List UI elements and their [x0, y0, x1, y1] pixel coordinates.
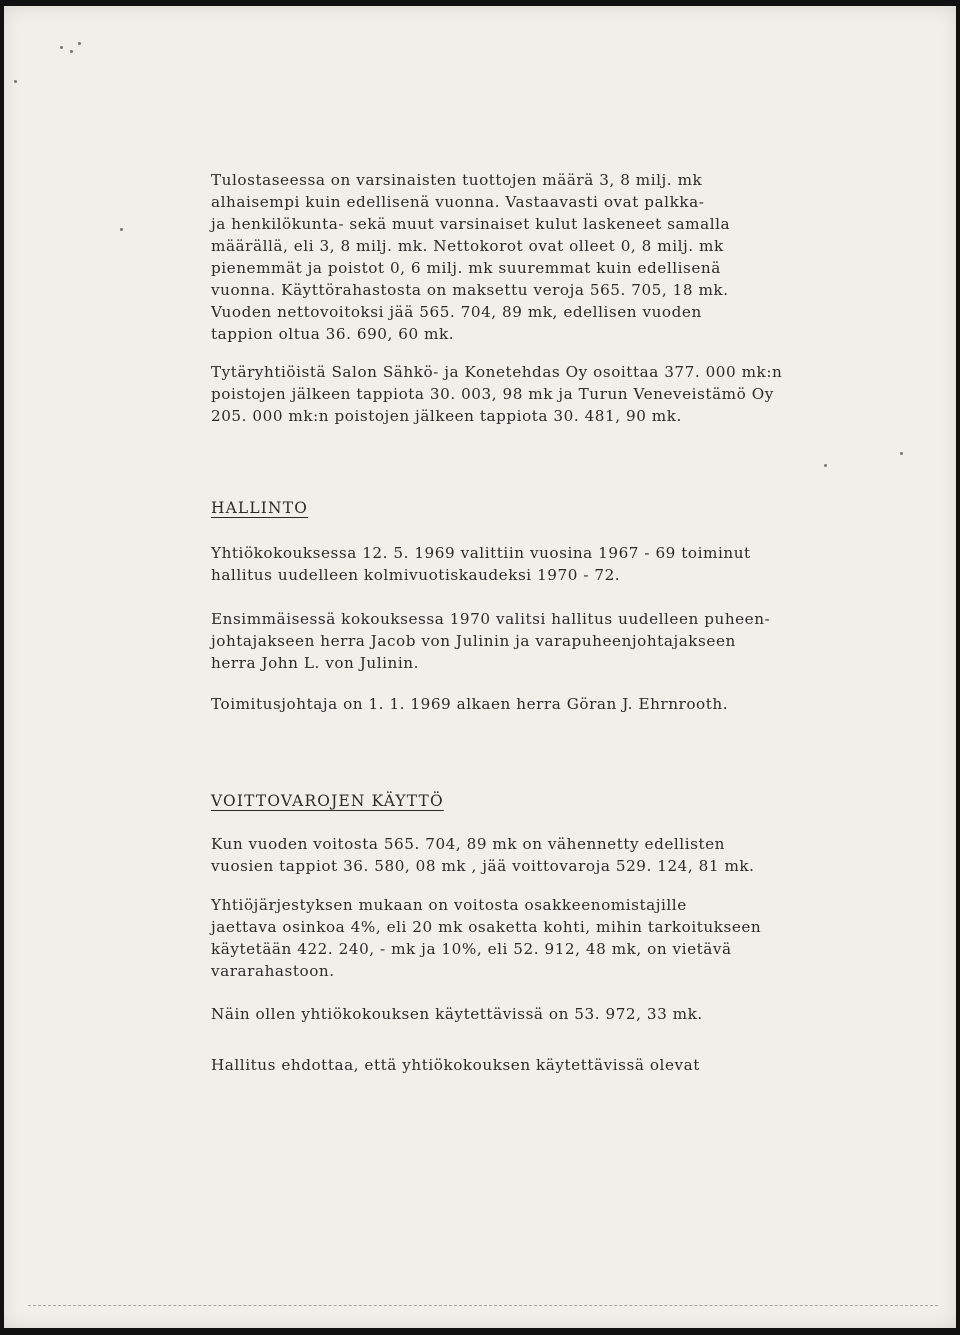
text-line: Tulostaseessa on varsinaisten tuottojen määrä 3, 8 milj. mk [211, 171, 703, 189]
text-line: vuonna. Käyttörahastosta on maksettu veroja 565. 705, 18 mk. [211, 281, 729, 299]
text-line: alhaisempi kuin edellisenä vuonna. Vastaavasti ovat palkka- [211, 193, 705, 211]
text-line: Yhtiöjärjestyksen mukaan on voitosta osakkeenomistajille [211, 896, 687, 914]
text-line: ja henkilökunta- sekä muut varsinaiset kulut laskeneet samalla [211, 215, 731, 233]
section-heading-voittovarojen-kaytto: VOITTOVAROJEN KÄYTTÖ [211, 792, 444, 810]
paragraph-subsidiaries [211, 361, 891, 427]
text-line: määrällä, eli 3, 8 milj. mk. Nettokorot ovat olleet 0, 8 milj. mk [211, 237, 724, 255]
text-line: pienemmät ja poistot 0, 6 milj. mk suuremmat kuin edellisenä [211, 259, 721, 277]
text-line: jaettava osinkoa 4%, eli 20 mk osaketta kohti, mihin tarkoitukseen [211, 918, 762, 936]
text-line: Ensimmäisessä kokouksessa 1970 valitsi hallitus uudelleen puheen- [211, 610, 771, 628]
text-line: käytetään 422. 240, - mk ja 10%, eli 52. 912, 48 mk, on vietävä [211, 940, 732, 958]
paragraph-dividend [211, 894, 891, 982]
paragraph-board-proposal [211, 1054, 891, 1076]
dust-speck [900, 452, 903, 455]
text-line: Tytäryhtiöistä Salon Sähkö- ja Konetehdas Oy osoittaa 377. 000 mk:n [211, 363, 783, 381]
text-line: Näin ollen yhtiökokouksen käytettävissä on 53. 972, 33 mk. [211, 1005, 703, 1023]
text-line: vuosien tappiot 36. 580, 08 mk , jää voittovaroja 529. 124, 81 mk. [211, 857, 755, 875]
text-line: Yhtiökokouksessa 12. 5. 1969 valittiin vuosina 1967 - 69 toiminut [211, 544, 751, 562]
text-line: johtajakseen herra Jacob von Julinin ja varapuheenjohtajakseen [211, 632, 736, 650]
dust-speck [14, 80, 17, 83]
dust-speck [78, 42, 81, 45]
paragraph-board-chairmen [211, 608, 891, 674]
dust-speck [120, 228, 123, 231]
text-line: vararahastoon. [211, 962, 335, 980]
paragraph-managing-director [211, 693, 891, 715]
text-line: Vuoden nettovoitoksi jää 565. 704, 89 mk, edellisen vuoden [211, 303, 702, 321]
text-line: 205. 000 mk:n poistojen jälkeen tappiota 30. 481, 90 mk. [211, 407, 682, 425]
paragraph-annual-meeting [211, 542, 891, 586]
paragraph-available-funds [211, 1003, 891, 1025]
dust-speck [824, 464, 827, 467]
text-line: herra John L. von Julinin. [211, 654, 419, 672]
bottom-rule [28, 1305, 938, 1306]
dust-speck [70, 50, 73, 53]
text-line: hallitus uudelleen kolmivuotiskaudeksi 1970 - 72. [211, 566, 621, 584]
text-line: tappion oltua 36. 690, 60 mk. [211, 325, 455, 343]
section-heading-hallinto: HALLINTO [211, 499, 309, 517]
dust-speck [60, 46, 63, 49]
text-line: poistojen jälkeen tappiota 30. 003, 98 mk ja Turun Veneveistämö Oy [211, 385, 774, 403]
text-line: Hallitus ehdottaa, että yhtiökokouksen käytettävissä olevat [211, 1056, 700, 1074]
text-line: Kun vuoden voitosta 565. 704, 89 mk on vähennetty edellisten [211, 835, 725, 853]
paragraph-profit-funds [211, 833, 891, 877]
paragraph-financial-results [211, 169, 891, 345]
text-line: Toimitusjohtaja on 1. 1. 1969 alkaen herra Göran J. Ehrnrooth. [211, 695, 729, 713]
